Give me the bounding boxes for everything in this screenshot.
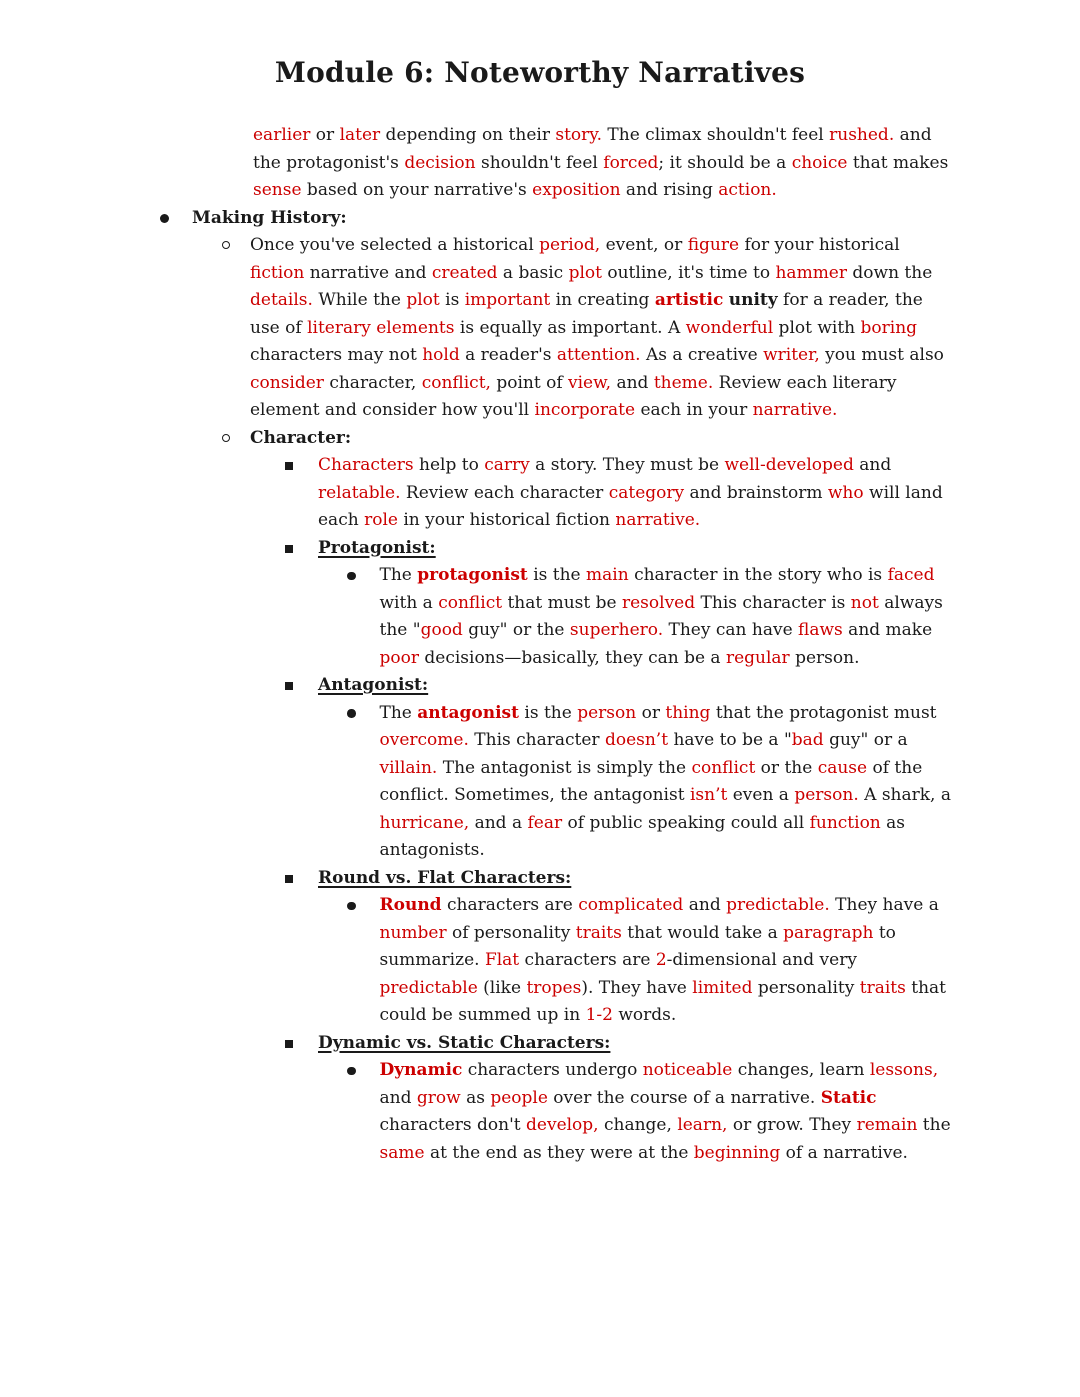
text-segment: carry (484, 455, 530, 475)
text-segment: character in the story who is (628, 565, 888, 585)
text-segment: guy" or the (462, 620, 570, 640)
text-segment: over the course of a narrative. (547, 1087, 821, 1108)
text-segment: or the (755, 757, 818, 778)
text-segment: traits (575, 922, 622, 943)
list-item (347, 700, 1080, 865)
list-item (285, 865, 1080, 893)
text-segment: function (809, 812, 881, 833)
text-segment: change, (598, 1115, 678, 1135)
text-segment: person (577, 702, 637, 723)
text-segment: Review each character (400, 482, 609, 503)
text-segment: Protagonist: (318, 537, 436, 558)
text-segment: complicated (578, 895, 684, 915)
text-segment: narrative and (304, 262, 432, 283)
list-item (285, 535, 1080, 563)
list-item (222, 425, 1080, 453)
text-segment: good (420, 620, 463, 640)
text-segment: sense (253, 180, 302, 200)
text-segment: Round (379, 895, 442, 915)
text-segment: shouldn't feel (475, 152, 604, 173)
text-segment: faced (887, 565, 935, 585)
text-segment: Once you've selected a historical (250, 235, 540, 255)
disc-bullet-icon (160, 214, 169, 223)
square-bullet-icon (285, 875, 293, 883)
text-segment: bad (791, 730, 824, 750)
text-segment: predictable. (726, 895, 830, 915)
text-segment: lessons, (869, 1060, 939, 1080)
text-segment: grow (416, 1087, 461, 1108)
text-segment: The climax shouldn't feel (602, 125, 830, 145)
text-segment: thing (665, 702, 711, 723)
paragraph-text (250, 232, 947, 425)
text-segment: writer, (763, 345, 820, 365)
text-segment: category (608, 482, 685, 503)
text-segment: important (464, 290, 551, 310)
text-segment: is equally as important. A (454, 317, 686, 338)
text-segment: incorporate (534, 400, 636, 420)
paragraph-text (318, 535, 436, 563)
paragraph-text (318, 452, 952, 535)
text-segment: boring (860, 317, 918, 338)
text-segment: that would take a (621, 922, 784, 943)
text-segment: a story. They must be (529, 455, 725, 475)
list-item (160, 205, 1080, 233)
text-segment: to summarize. (379, 922, 896, 970)
text-segment: depending on their (380, 125, 556, 145)
text-segment: While the (312, 290, 407, 310)
text-segment: for your historical (739, 235, 900, 255)
text-segment: action. (718, 180, 777, 200)
square-bullet-icon (285, 545, 293, 553)
text-segment: and the protagonist's (253, 125, 932, 173)
text-segment: as antagonists. (379, 812, 906, 860)
text-segment: and a (469, 812, 528, 833)
text-segment: This character is (695, 592, 851, 613)
paragraph-text (318, 1030, 610, 1058)
text-segment: narrative. (615, 510, 701, 530)
text-segment: down the (847, 262, 933, 283)
text-segment: rushed. (829, 125, 895, 145)
text-segment: plot (406, 290, 440, 310)
text-segment: 2 (655, 950, 667, 970)
paragraph-text (380, 892, 952, 1030)
text-segment: view, (568, 372, 612, 393)
text-segment: Dynamic vs. Static Characters: (318, 1032, 611, 1053)
text-segment: outline, it's time to (601, 262, 776, 283)
text-segment: you must also (819, 345, 944, 365)
text-segment: of the conflict. Sometimes, the antagonist (379, 757, 923, 805)
text-segment: later (339, 125, 381, 145)
text-segment: each in your (635, 400, 753, 420)
text-segment: that the protagonist must (710, 702, 937, 723)
text-segment: flaws (798, 620, 843, 640)
text-segment: choice (791, 152, 848, 173)
text-segment: same (379, 1142, 425, 1163)
text-segment: poor (379, 647, 419, 668)
text-segment: characters are (519, 950, 656, 970)
text-segment: This character (468, 730, 605, 750)
text-segment: fear (527, 812, 563, 833)
text-segment: people (490, 1087, 548, 1108)
text-segment: help to (413, 455, 485, 475)
text-segment: 1-2 (585, 1005, 613, 1025)
text-segment: Character: (250, 427, 352, 448)
paragraph-text (380, 700, 952, 865)
text-segment: fiction (250, 262, 305, 283)
disc-bullet-icon (347, 709, 356, 718)
paragraph-text (250, 425, 351, 453)
text-segment: hammer (775, 262, 847, 283)
text-segment: is (439, 290, 465, 310)
text-segment: villain. (379, 757, 438, 778)
text-segment: regular (725, 647, 790, 668)
text-segment: isn’t (689, 785, 728, 805)
paragraph-text (192, 205, 347, 233)
text-segment: will land each (318, 482, 943, 530)
text-segment: predictable (379, 977, 478, 998)
text-segment: noticeable (642, 1060, 733, 1080)
text-segment: doesn’t (604, 730, 669, 750)
text-segment: literary elements (307, 317, 455, 338)
text-segment: decisions—basically, they can be a (418, 647, 726, 668)
disc-bullet-icon (347, 572, 356, 581)
text-segment: hurricane, (379, 812, 470, 833)
text-segment: overcome. (379, 730, 469, 750)
text-segment: characters don't (379, 1115, 527, 1135)
text-segment: person. (789, 647, 860, 668)
text-segment: of personality (446, 922, 576, 943)
text-segment: period, (539, 235, 601, 255)
text-segment: decision (404, 152, 476, 173)
paragraph-text (318, 672, 428, 700)
text-segment: Round vs. Flat Characters: (318, 867, 572, 888)
list-item (347, 892, 1080, 1030)
list-item (285, 672, 1080, 700)
text-segment: created (431, 262, 498, 283)
text-segment: artistic (654, 290, 724, 310)
text-segment: beginning (693, 1142, 781, 1163)
text-segment: and (379, 1087, 417, 1108)
text-segment: ; it should be a (658, 152, 792, 173)
square-bullet-icon (285, 1040, 293, 1048)
text-segment: exposition (532, 180, 621, 200)
text-segment: who (827, 482, 864, 503)
text-segment: well-developed (724, 455, 854, 475)
text-segment: in creating (550, 290, 655, 310)
text-segment: conflict (438, 592, 503, 613)
text-segment: Making History: (192, 207, 347, 228)
text-segment: They can have (663, 620, 799, 640)
text-segment: that could be summed up in (379, 977, 946, 1025)
text-segment: of public speaking could all (562, 812, 810, 833)
text-segment: that makes (847, 152, 949, 173)
text-segment: wonderful (685, 317, 774, 338)
text-segment: not (850, 592, 879, 613)
document-title: Module 6: Noteworthy Narratives (274, 56, 806, 89)
text-segment: as (460, 1087, 491, 1108)
text-segment: protagonist (417, 565, 528, 585)
text-segment: in your historical fiction (397, 510, 616, 530)
text-segment: characters may not (250, 345, 423, 365)
list-item (222, 232, 1080, 425)
text-segment: for a reader, the use of (250, 290, 923, 338)
text-segment: have to be a " (668, 730, 792, 750)
text-segment: always the " (379, 592, 943, 640)
text-segment: story. (555, 125, 603, 145)
text-segment: conflict (691, 757, 756, 778)
text-segment: paragraph (783, 922, 874, 943)
text-segment: forced (603, 152, 659, 173)
text-segment: -dimensional and very (666, 950, 857, 970)
text-segment: and (611, 372, 654, 393)
text-segment: Flat (484, 950, 520, 970)
text-segment: Dynamic (379, 1060, 463, 1080)
text-segment: based on your narrative's (301, 180, 533, 200)
text-segment: plot with (773, 317, 861, 338)
list-item (285, 1030, 1080, 1058)
text-segment: a basic (497, 262, 569, 283)
paragraph-text (318, 865, 571, 893)
text-segment: main (586, 565, 629, 585)
text-segment: or (636, 702, 666, 723)
text-segment: plot (568, 262, 602, 283)
list-item (347, 562, 1080, 672)
text-segment: characters are (441, 895, 579, 915)
text-segment: limited (692, 977, 753, 998)
text-segment: theme. (653, 372, 714, 393)
text-segment: role (364, 510, 398, 530)
text-segment: narrative. (752, 400, 838, 420)
text-segment: attention. (556, 345, 641, 365)
text-segment: Static (820, 1087, 877, 1108)
text-segment: resolved (622, 592, 696, 613)
text-segment: point of (490, 372, 569, 393)
text-segment: The (379, 702, 418, 723)
text-segment: event, or (600, 235, 688, 255)
text-segment: words. (612, 1005, 677, 1025)
text-segment: the (917, 1115, 951, 1135)
text-segment: traits (859, 977, 906, 998)
text-segment: Antagonist: (318, 675, 429, 695)
disc-bullet-icon (347, 1067, 356, 1076)
text-segment: and (853, 455, 892, 475)
text-segment: The antagonist is simply the (437, 757, 692, 778)
paragraph-text (380, 562, 952, 672)
text-segment: with a (379, 592, 439, 613)
text-segment: earlier (253, 125, 311, 145)
text-segment: characters undergo (462, 1060, 643, 1080)
text-segment: As a creative (640, 345, 764, 365)
text-segment: and (683, 895, 727, 915)
text-segment: is the (518, 702, 578, 723)
text-segment: Review each literary element and consider how you'll (250, 372, 897, 420)
text-segment: and brainstorm (684, 482, 828, 503)
list-item (285, 452, 1080, 535)
circle-bullet-icon (222, 434, 230, 442)
text-segment: of a narrative. (780, 1142, 908, 1163)
text-segment: develop, (526, 1115, 599, 1135)
text-segment: figure (687, 235, 740, 255)
text-segment: remain (856, 1115, 918, 1135)
disc-bullet-icon (347, 902, 356, 911)
square-bullet-icon (285, 462, 293, 470)
text-segment: a reader's (459, 345, 557, 365)
text-segment: (like (477, 977, 527, 998)
text-segment: and make (842, 620, 933, 640)
paragraph-text (253, 122, 950, 205)
text-segment: is the (527, 565, 587, 585)
text-segment: antagonist (417, 702, 519, 723)
text-segment: hold (422, 345, 460, 365)
text-segment: tropes (526, 977, 582, 998)
text-segment: character, (323, 372, 422, 393)
text-segment: guy" or a (823, 730, 908, 750)
text-segment: ). They have (581, 977, 693, 998)
text-segment: at the end as they were at the (424, 1142, 694, 1163)
text-segment: that must be (502, 592, 622, 613)
square-bullet-icon (285, 682, 293, 690)
text-segment: or (310, 125, 340, 145)
paragraph-continuation (253, 122, 1080, 205)
text-segment: changes, learn (732, 1060, 870, 1080)
text-segment: A shark, a (858, 785, 951, 805)
text-segment: They have a (829, 895, 939, 915)
document-body (0, 122, 1080, 1167)
text-segment: consider (250, 372, 324, 393)
text-segment: details. (250, 290, 313, 310)
text-segment: or grow. They (727, 1115, 857, 1135)
text-segment: person. (794, 785, 859, 805)
text-segment: conflict, (421, 372, 491, 393)
text-segment: unity (728, 290, 778, 310)
text-segment: Characters (318, 455, 414, 475)
text-segment: even a (727, 785, 795, 805)
text-segment: cause (817, 757, 868, 778)
list-item (347, 1057, 1080, 1167)
text-segment: relatable. (318, 482, 401, 503)
text-segment: The (379, 565, 418, 585)
circle-bullet-icon (222, 241, 230, 249)
paragraph-text (380, 1057, 952, 1167)
text-segment: and rising (620, 180, 719, 200)
text-segment: learn, (677, 1115, 728, 1135)
text-segment: superhero. (569, 620, 664, 640)
text-segment: number (379, 922, 447, 943)
text-segment: personality (752, 977, 860, 998)
